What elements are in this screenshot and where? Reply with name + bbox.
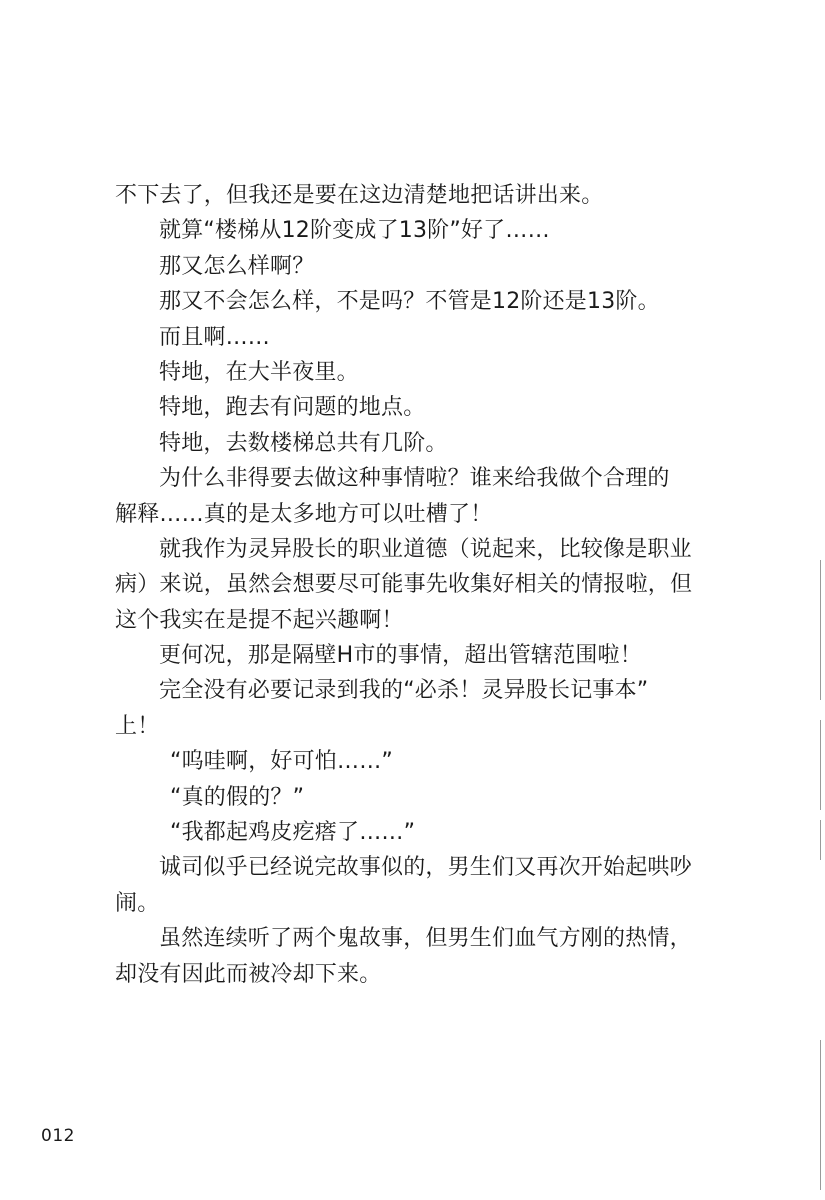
text-line: 更何况，那是隔壁H市的事情，超出管辖范围啦！ xyxy=(159,643,642,669)
text-line: 特地，去数楼梯总共有几阶。 xyxy=(159,430,448,456)
text-line: 那又不会怎么样，不是吗？不管是12阶还是13阶。 xyxy=(159,289,660,315)
text-line: 不下去了，但我还是要在这边清楚地把话讲出来。 xyxy=(115,183,604,208)
edge-mark xyxy=(820,720,821,810)
dialog-line: “呜哇啊，好可怕……” xyxy=(170,749,393,775)
text-line: 那又怎么样啊？ xyxy=(159,253,315,279)
page-number: 012 xyxy=(41,1126,75,1146)
dialog-line: “真的假的？” xyxy=(170,784,305,810)
edge-mark xyxy=(820,820,821,860)
text-line: 特地，跑去有问题的地点。 xyxy=(159,395,426,421)
edge-mark xyxy=(820,560,821,700)
text-line: 特地，在大半夜里。 xyxy=(159,359,359,385)
text-line: 上！ xyxy=(115,713,160,739)
text-line: 就算“楼梯从12阶变成了13阶”好了…… xyxy=(159,218,550,244)
dialog-line: “我都起鸡皮疙瘩了……” xyxy=(170,820,416,846)
text-line: 闹。 xyxy=(115,890,160,916)
text-line: 而且啊…… xyxy=(159,324,271,350)
text-line: 这个我实在是提不起兴趣啊！ xyxy=(115,607,404,633)
text-line: 虽然连续听了两个鬼故事，但男生们血气方刚的热情， xyxy=(159,926,692,952)
text-line: 诚司似乎已经说完故事似的，男生们又再次开始起哄吵 xyxy=(159,855,692,881)
text-line: 解释……真的是太多地方可以吐槽了！ xyxy=(115,501,493,527)
edge-mark xyxy=(820,1040,821,1190)
body-text xyxy=(115,178,695,992)
text-line: 却没有因此而被冷却下来。 xyxy=(115,961,382,987)
text-line: 为什么非得要去做这种事情啦？谁来给我做个合理的 xyxy=(159,466,670,492)
text-line: 就我作为灵异股长的职业道德（说起来，比较像是职业 xyxy=(159,536,692,562)
text-line: 完全没有必要记录到我的“必杀！灵异股长记事本” xyxy=(159,678,649,704)
text-line: 病）来说，虽然会想要尽可能事先收集好相关的情报啦，但 xyxy=(115,572,693,598)
page-edge-marks xyxy=(813,0,825,1200)
